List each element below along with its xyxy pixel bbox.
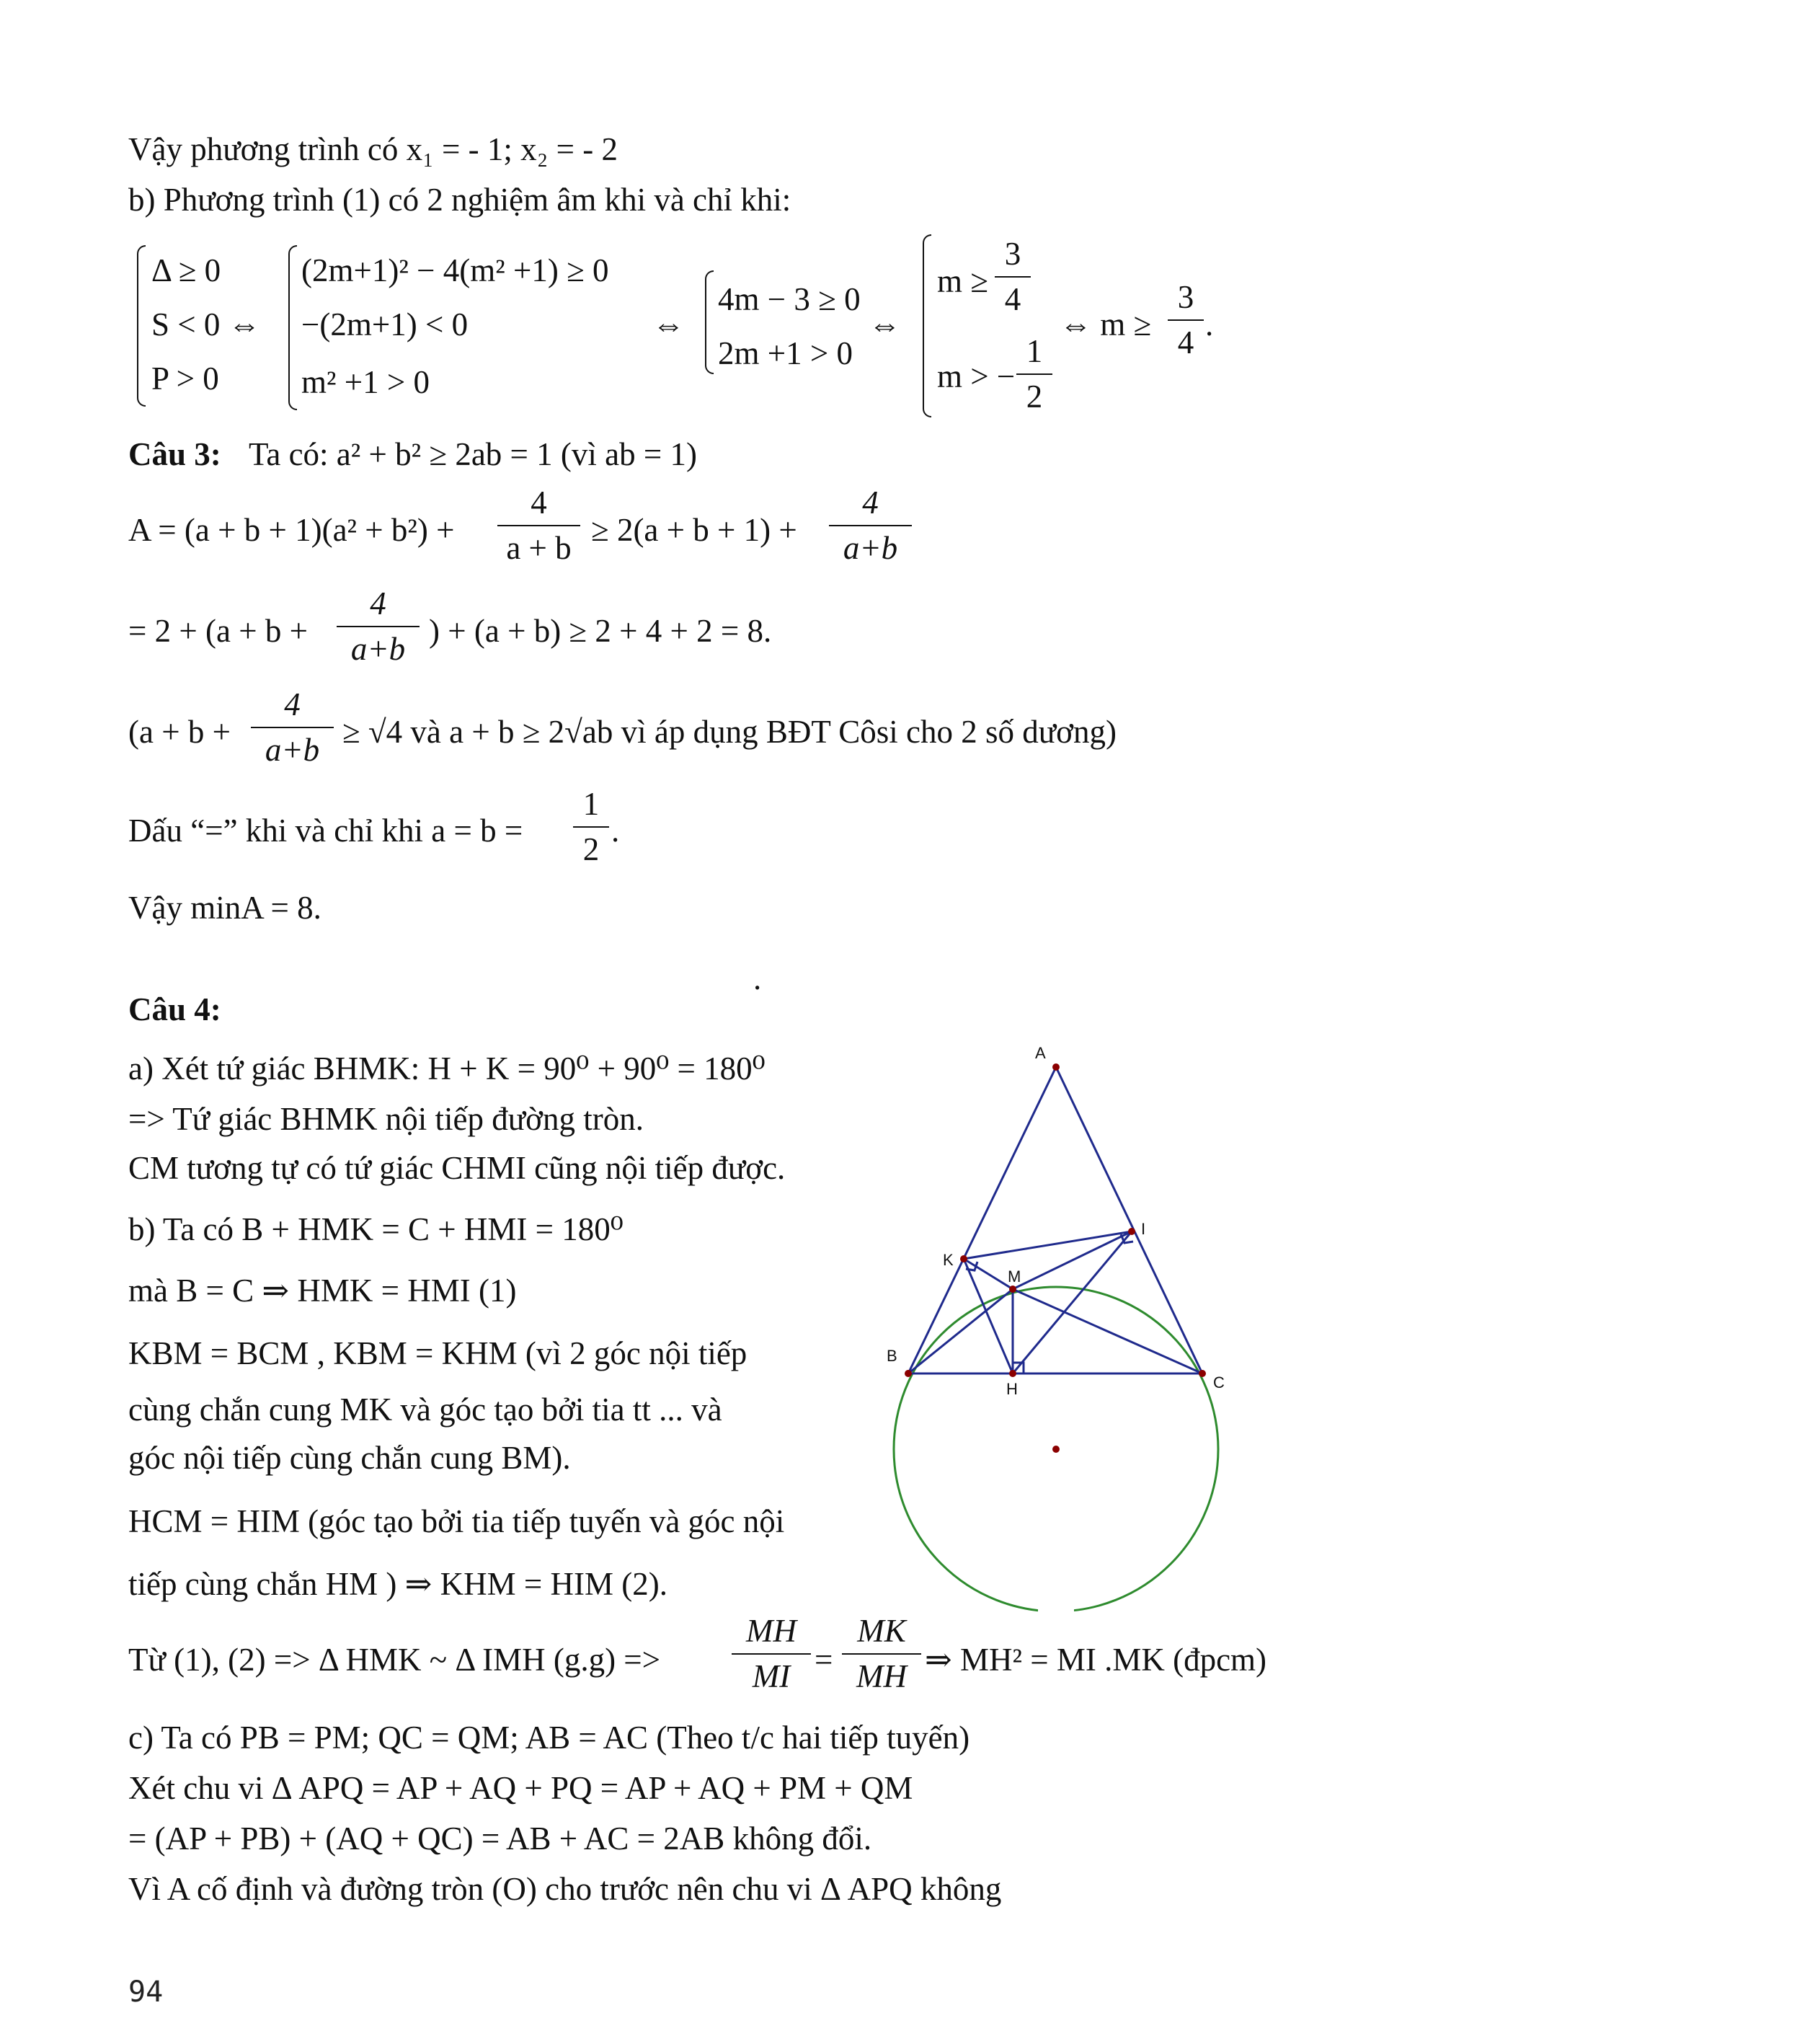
seg-bm: [908, 1289, 1013, 1373]
label-m: M: [1008, 1267, 1021, 1286]
brace-2: [288, 245, 297, 410]
point-h: [1009, 1370, 1016, 1377]
cau4-c2: Xét chu vi Δ APQ = AP + AQ + PQ = AP + AQ + PM + QM: [128, 1770, 913, 1806]
page-number: 94: [128, 1976, 164, 2009]
point-b: [905, 1370, 912, 1377]
cau4-a2: => Tứ giác BHMK nội tiếp đường tròn.: [128, 1101, 644, 1137]
frac-final: $\frac{3}{4}$: [1168, 281, 1204, 359]
seg-ih: [1013, 1231, 1132, 1373]
sys-final-suffix: .: [1205, 306, 1214, 342]
cau3-line2-a: A = (a + b + 1)(a² + b²) +: [128, 512, 455, 548]
label-a: A: [1035, 1044, 1046, 1062]
label-h: H: [1006, 1380, 1018, 1398]
sys-col2-row2: −(2m+1) < 0: [301, 306, 469, 342]
cau4-c4: Vì A cố định và đường tròn (O) cho trước nên chu vi Δ APQ không: [128, 1871, 1002, 1907]
point-o: [1052, 1446, 1060, 1453]
sys-col1-row1: Δ ≥ 0: [151, 252, 221, 288]
sys-col3-row2: 2m +1 > 0: [718, 335, 853, 371]
seg-ki: [964, 1231, 1132, 1259]
cau4-b1: b) Ta có B + HMK = C + HMI = 180⁰: [128, 1211, 624, 1247]
cau4-b3: KBM = BCM , KBM = KHM (vì 2 góc nội tiếp: [128, 1335, 747, 1371]
cau4-b8-frac2: $\frac{MK}{MH}$: [842, 1615, 921, 1693]
cau4-c3: = (AP + PB) + (AQ + QC) = AB + AC = 2AB không đổi.: [128, 1820, 872, 1857]
geometry-figure: [865, 1031, 1240, 1622]
cau3-line2-b: ≥ 2(a + b + 1) +: [591, 512, 797, 548]
frac-col4-b: $\frac{1}{2}$: [1016, 335, 1052, 413]
sys-col1-row2: S < 0 ⇔: [151, 306, 261, 342]
sys-final-prefix: ⇔ m ≥: [1060, 306, 1152, 342]
sys-col2-row1: (2m+1)² − 4(m² +1) ≥ 0: [301, 252, 609, 288]
cau4-b6: HCM = HIM (góc tạo bởi tia tiếp tuyến và góc nội: [128, 1503, 785, 1539]
brace-3: [705, 270, 714, 374]
sys-col4-b: m > −: [937, 358, 1016, 394]
brace-4: [923, 234, 931, 417]
seg-kh: [964, 1259, 1013, 1373]
cau3-line5-frac: $\frac{1}{2}$: [573, 788, 609, 866]
sys-arrow-2: ⇔: [652, 306, 685, 342]
frac-col4-a: $\frac{3}{4}$: [995, 238, 1031, 316]
cau3-line1: Ta có: a² + b² ≥ 2ab = 1 (vì ab = 1): [249, 436, 698, 472]
point-k: [960, 1255, 967, 1262]
cau3-line5-b: .: [611, 813, 620, 849]
cau4-b7: tiếp cùng chắn HM ) ⇒ KHM = HIM (2).: [128, 1566, 667, 1602]
point-a: [1052, 1063, 1060, 1071]
cau3-line2-frac2: $\frac{4}{a+b}$: [829, 487, 912, 565]
cau3-line3-frac: $\frac{4}{a+b}$: [337, 588, 420, 665]
cau3-line3-a: = 2 + (a + b +: [128, 613, 308, 649]
cau4-b5: góc nội tiếp cùng chắn cung BM).: [128, 1440, 571, 1476]
cau3-line3-b: ) + (a + b) ≥ 2 + 4 + 2 = 8.: [429, 613, 772, 649]
stray-dot: .: [753, 960, 762, 996]
cau4-b8-a: Từ (1), (2) => Δ HMK ~ Δ IMH (g.g) =>: [128, 1642, 661, 1678]
cau4-b8-frac1: $\frac{MH}{MI}$: [732, 1615, 811, 1693]
seg-cm: [1013, 1289, 1202, 1373]
cau3-line4-frac: $\frac{4}{a+b}$: [251, 689, 334, 766]
cau4-a3: CM tương tự có tứ giác CHMI cũng nội tiếp được.: [128, 1150, 786, 1186]
point-i: [1128, 1228, 1135, 1235]
point-m: [1009, 1286, 1016, 1293]
triangle-lines: [908, 1067, 1202, 1373]
sys-col1-row3: P > 0: [151, 360, 219, 397]
side-ac: [1056, 1067, 1202, 1373]
label-k: K: [943, 1251, 954, 1269]
label-c: C: [1213, 1373, 1225, 1392]
label-b: B: [887, 1347, 897, 1365]
side-ab: [908, 1067, 1056, 1373]
cau4-c1: c) Ta có PB = PM; QC = QM; AB = AC (Theo t/c hai tiếp tuyến): [128, 1720, 970, 1756]
cau4-b2: mà B = C ⇒ HMK = HMI (1): [128, 1273, 517, 1309]
brace-1: [137, 245, 146, 407]
sys-col3-row1: 4m − 3 ≥ 0: [718, 281, 861, 317]
label-i: I: [1141, 1220, 1146, 1238]
sys-col2-row3: m² +1 > 0: [301, 364, 430, 400]
sys-arrow-3: ⇔: [869, 306, 901, 342]
cau3-line6: Vậy minA = 8.: [128, 890, 321, 926]
cau4-b8-eq: =: [815, 1642, 833, 1678]
part-b-intro: b) Phương trình (1) có 2 nghiệm âm khi và chỉ khi:: [128, 182, 791, 218]
circle-gap: [1038, 1609, 1074, 1618]
cau3-line4-a: (a + b +: [128, 714, 231, 750]
cau4-a1: a) Xét tứ giác BHMK: H + K = 90⁰ + 90⁰ = 180⁰: [128, 1050, 766, 1087]
cau4-b8-b: ⇒ MH² = MI .MK (đpcm): [925, 1642, 1267, 1678]
cau3-line5-a: Dấu “=” khi và chỉ khi a = b =: [128, 813, 523, 849]
part-a-conclusion: Vậy phương trình có x₁ = - 1; x₂ = - 2: [128, 131, 618, 167]
cau3-line2-frac1: $\frac{4}{a + b}$: [497, 487, 580, 565]
cau4-b4: cùng chắn cung MK và góc tạo bởi tia tt ... và: [128, 1392, 722, 1428]
cau3-line4-b: ≥ √4 và a + b ≥ 2√ab vì áp dụng BĐT Côsi cho 2 số dương): [342, 714, 1117, 750]
cau3-label: Câu 3:: [128, 436, 221, 472]
point-c: [1199, 1370, 1206, 1377]
sys-col4-a: m ≥: [937, 263, 988, 299]
cau4-label: Câu 4:: [128, 991, 221, 1027]
